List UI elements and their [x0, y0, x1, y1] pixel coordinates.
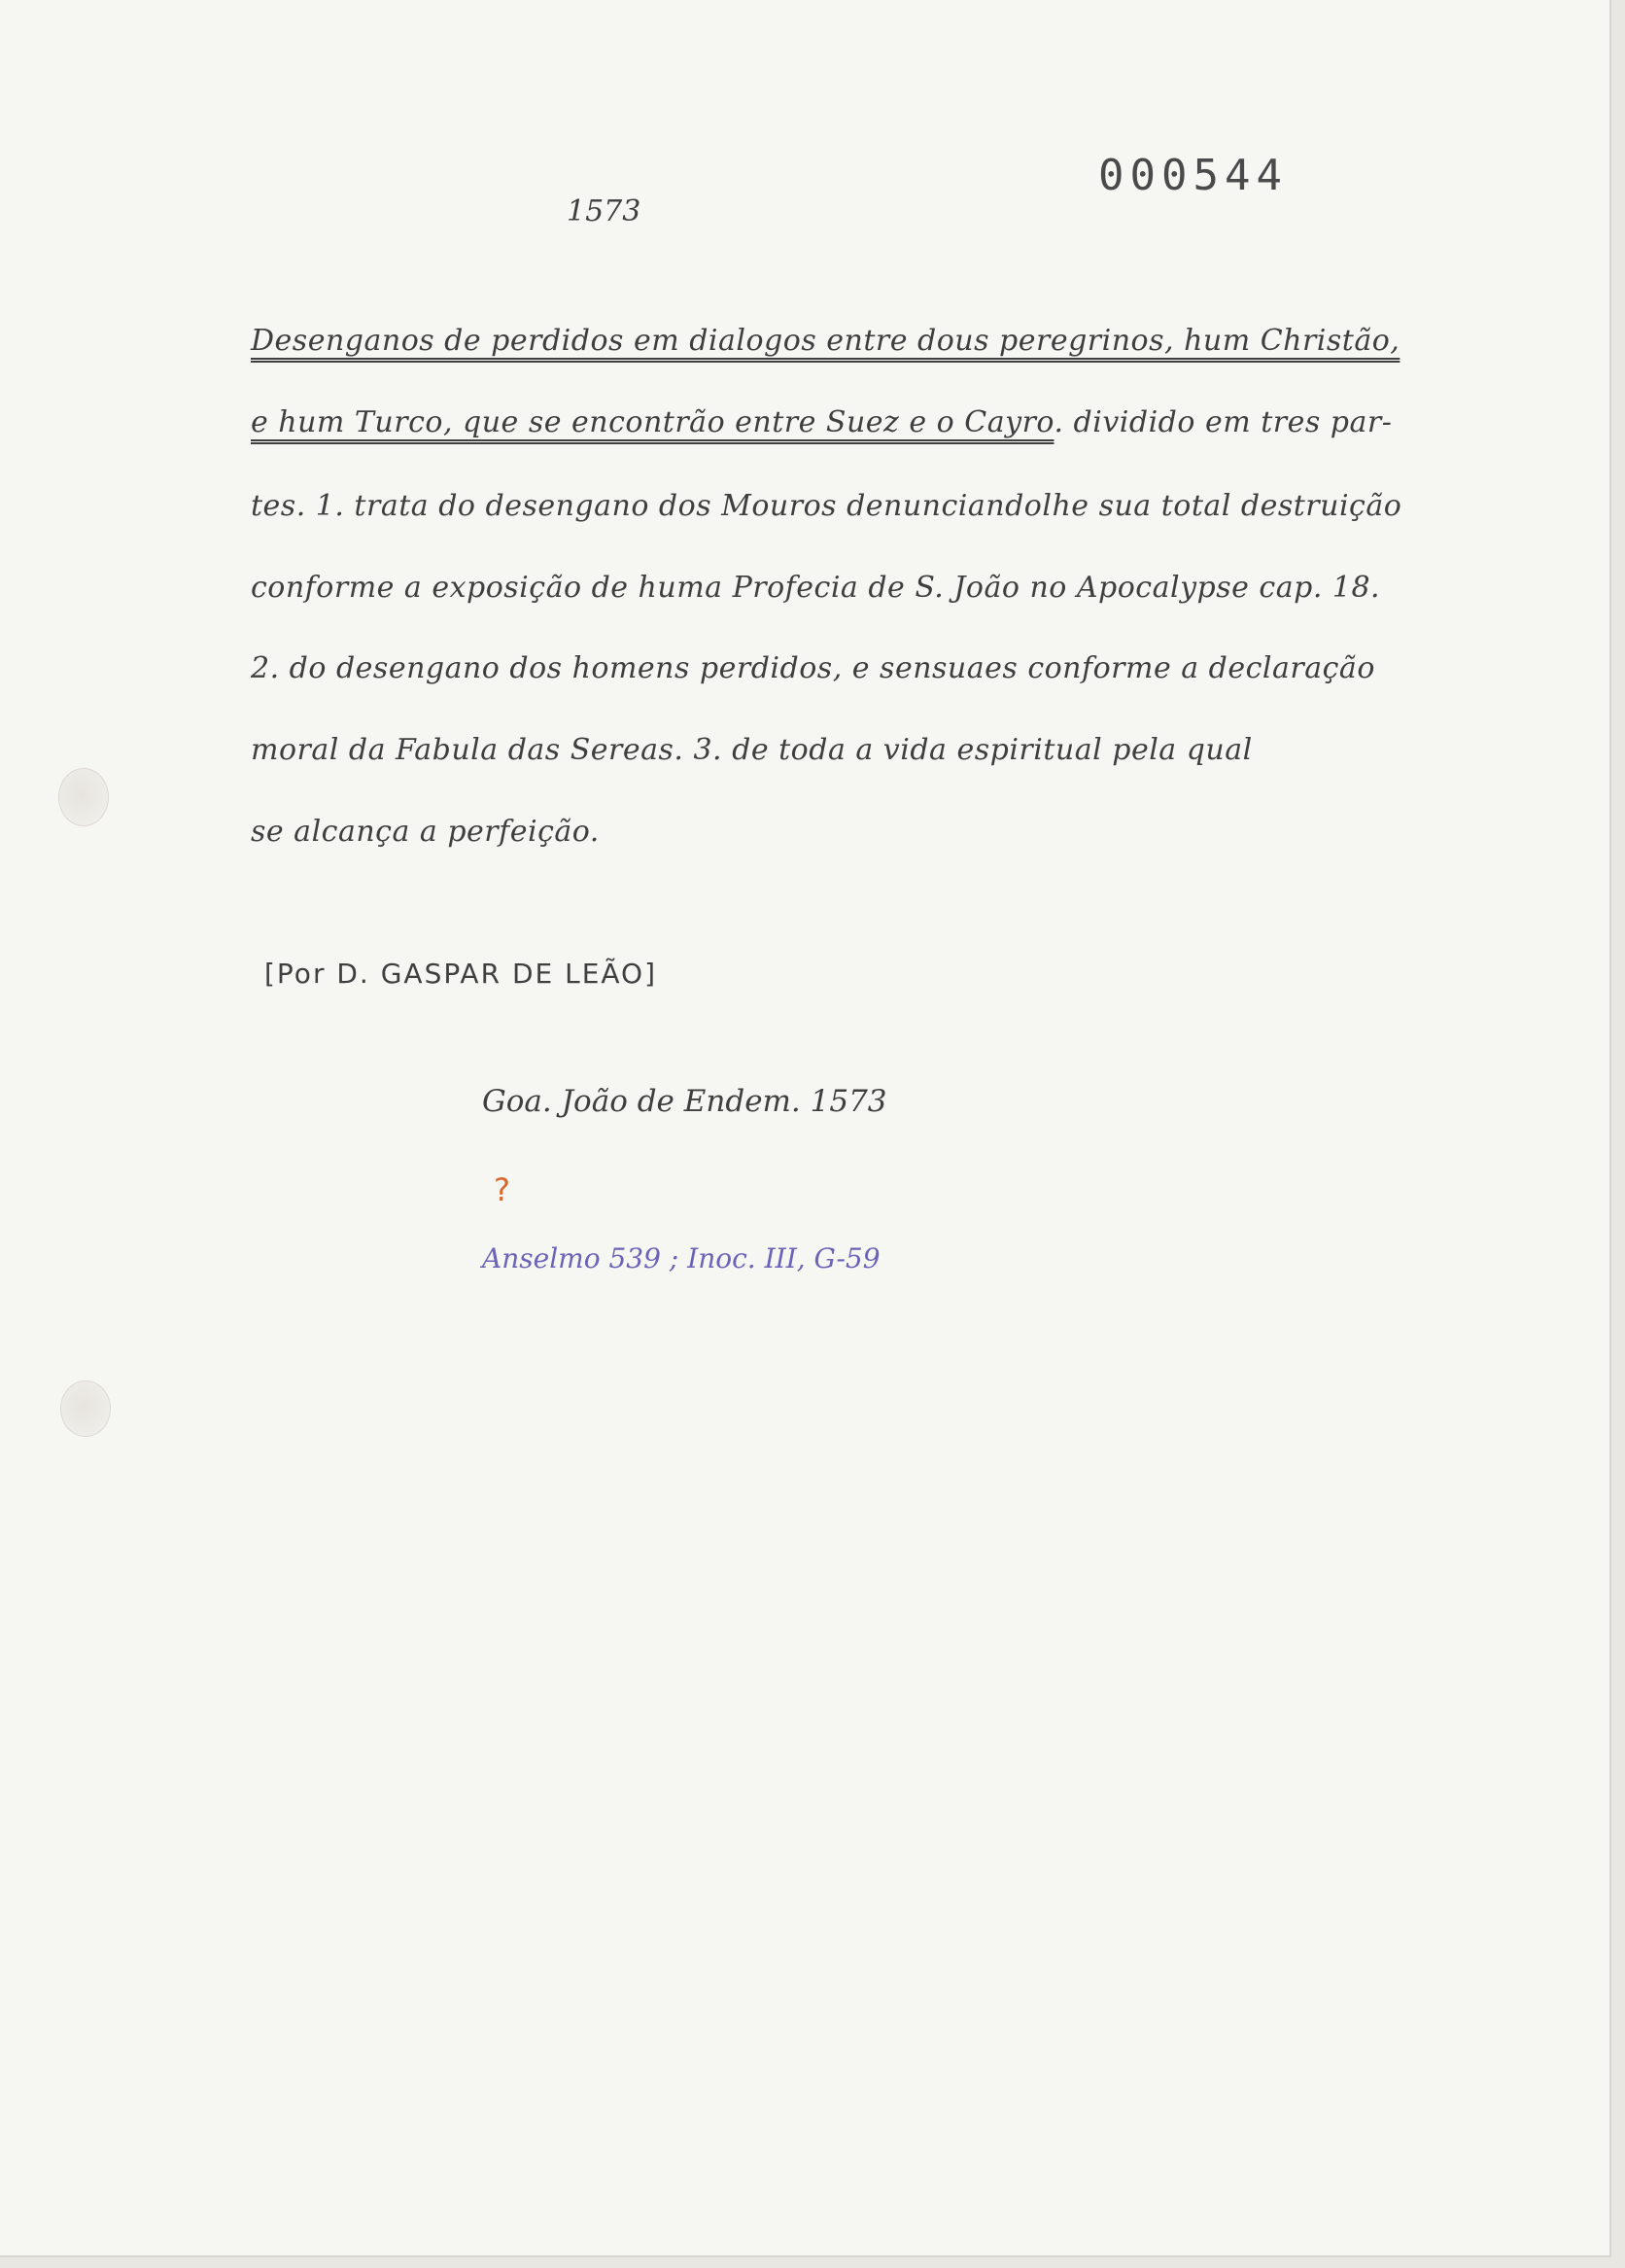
year: 1573: [567, 194, 641, 228]
title-line-2-underlined: e hum Turco, que se encontrão entre Suez e o Cayro: [251, 405, 1055, 439]
body-line: se alcança a perfeição.: [251, 815, 600, 849]
title-line-2: [251, 405, 1392, 439]
body-line: conforme a exposição de huma Profecia de S. João no Apocalypse cap. 18.: [251, 571, 1381, 605]
bibliographic-references: Anselmo 539 ; Inoc. III, G-59: [482, 1242, 881, 1274]
imprint: Goa. João de Endem. 1573: [482, 1084, 887, 1119]
body-line: moral da Fabula das Sereas. 3. de toda a vida espiritual pela qual: [251, 733, 1253, 767]
body-line: tes. 1. trata do desengano dos Mouros denunciandolhe sua total destruição: [251, 489, 1402, 523]
body-line: 2. do desengano dos homens perdidos, e sensuaes conforme a declaração: [251, 651, 1375, 685]
punch-hole-mark: [60, 1380, 111, 1437]
stamp-number: 000544: [1098, 151, 1288, 200]
author-attribution: [Por D. GASPAR DE LEÃO]: [264, 958, 658, 990]
query-mark: ?: [494, 1171, 510, 1208]
title-line-1: Desenganos de perdidos em dialogos entre dous peregrinos, hum Christão,: [251, 324, 1400, 358]
title-line-2-rest: . dividido em tres par-: [1054, 405, 1393, 439]
punch-hole-mark: [58, 768, 109, 826]
